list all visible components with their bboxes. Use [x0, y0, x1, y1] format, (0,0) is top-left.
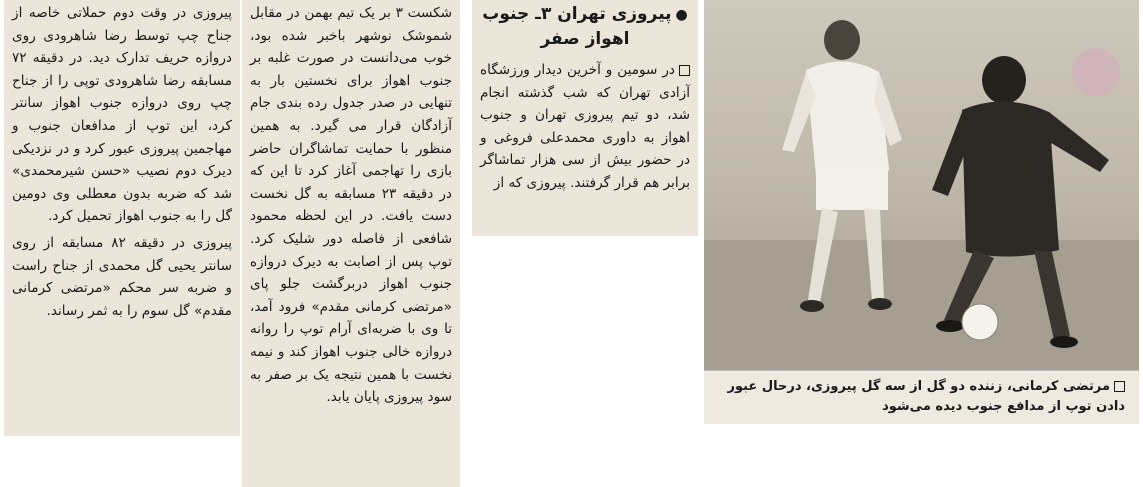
news-photo	[704, 0, 1139, 424]
article-column-continuation	[4, 0, 240, 436]
football-ball	[962, 304, 998, 340]
watermark-logo	[1072, 48, 1120, 96]
article-lead-paragraph	[480, 59, 690, 195]
bullet-icon: ●	[675, 7, 688, 23]
headline-block	[472, 0, 698, 57]
article-paragraph: پیروزی در دقیقه ۸۲ مسابقه از روی سانتر یحیی گل محمدی از جناح راست و ضربه سر محکم «مرتضی کرمانی مقدم» گل سوم را به ثمر رساند.	[12, 234, 232, 319]
football-players-photo	[704, 0, 1139, 370]
box-bullet-icon	[1114, 381, 1125, 392]
photo-caption	[704, 370, 1139, 424]
article-lead-text: در سومین و آخرین دیدار ورزشگاه آزادی تهران که شب گذشته انجام شد، دو تیم پیروزی تهران و جنوب اهواز به داوری محمدعلی فروغی و در حضور بیش از سی هزار تماشاگر برابر هم قرار گرفتند. پیروزی که از	[480, 62, 690, 191]
article-paragraph: پیروزی در وقت دوم حملاتی خاصه از جناح چپ توسط رضا شاهرودی روی دروازه حریف تدارک دید. در دقیقه ۷۲ مسابقه رضا شاهرودی توپی را از جناح چپ روی دروازه جنوب اهواز سانتر کرد، این توپ از مدافعان جنوب و مهاجمین پیروزی عبور کرد و در نزدیکی دیرک دوم نصیب «حسن شیرمحمدی» شد که ضربه بدون معطلی وی دومین گل را به جنوب اهواز تحمیل کرد.	[12, 5, 232, 225]
photo-caption-text: مرتضی کرمانی، زننده دو گل از سه گل پیروزی، درحال عبور دادن توپ از مدافع جنوب دیده می‌شود	[727, 379, 1125, 414]
article-headline: پیروزی تهران ۳ـ جنوب اهواز صفر	[482, 4, 672, 49]
box-bullet-icon	[679, 65, 690, 76]
article-column-lead	[472, 0, 698, 236]
article-paragraph: شکست ۳ بر یک تیم بهمن در مقابل شموشک نوشهر باخبر شده بود، خوب می‌دانست در صورت غلبه بر جنوب اهواز برای نخستین بار به تنهایی در صدر جدول رده بندی جام آزادگان قرار می گیرد. به همین منظور با حمایت تماشاگران حاضر بازی را تهاجمی آغاز کرد تا این که در دقیقه ۲۳ مسابقه به گل نخست دست یافت. در این لحظه محمود شافعی از فاصله دور شلیک کرد. توپ پس از اصابت به دیرک دروازه جنوب اهواز دربرگشت جلو پای «مرتضی کرمانی مقدم» فرود آمد، تا وی با ضربه‌ای آرام توپ را روانه دروازه خالی جنوب اهواز کند و نیمه نخست با همین نتیجه یک بر صفر به سود پیروزی پایان یابد.	[250, 5, 452, 406]
article-column-middle	[242, 0, 460, 487]
